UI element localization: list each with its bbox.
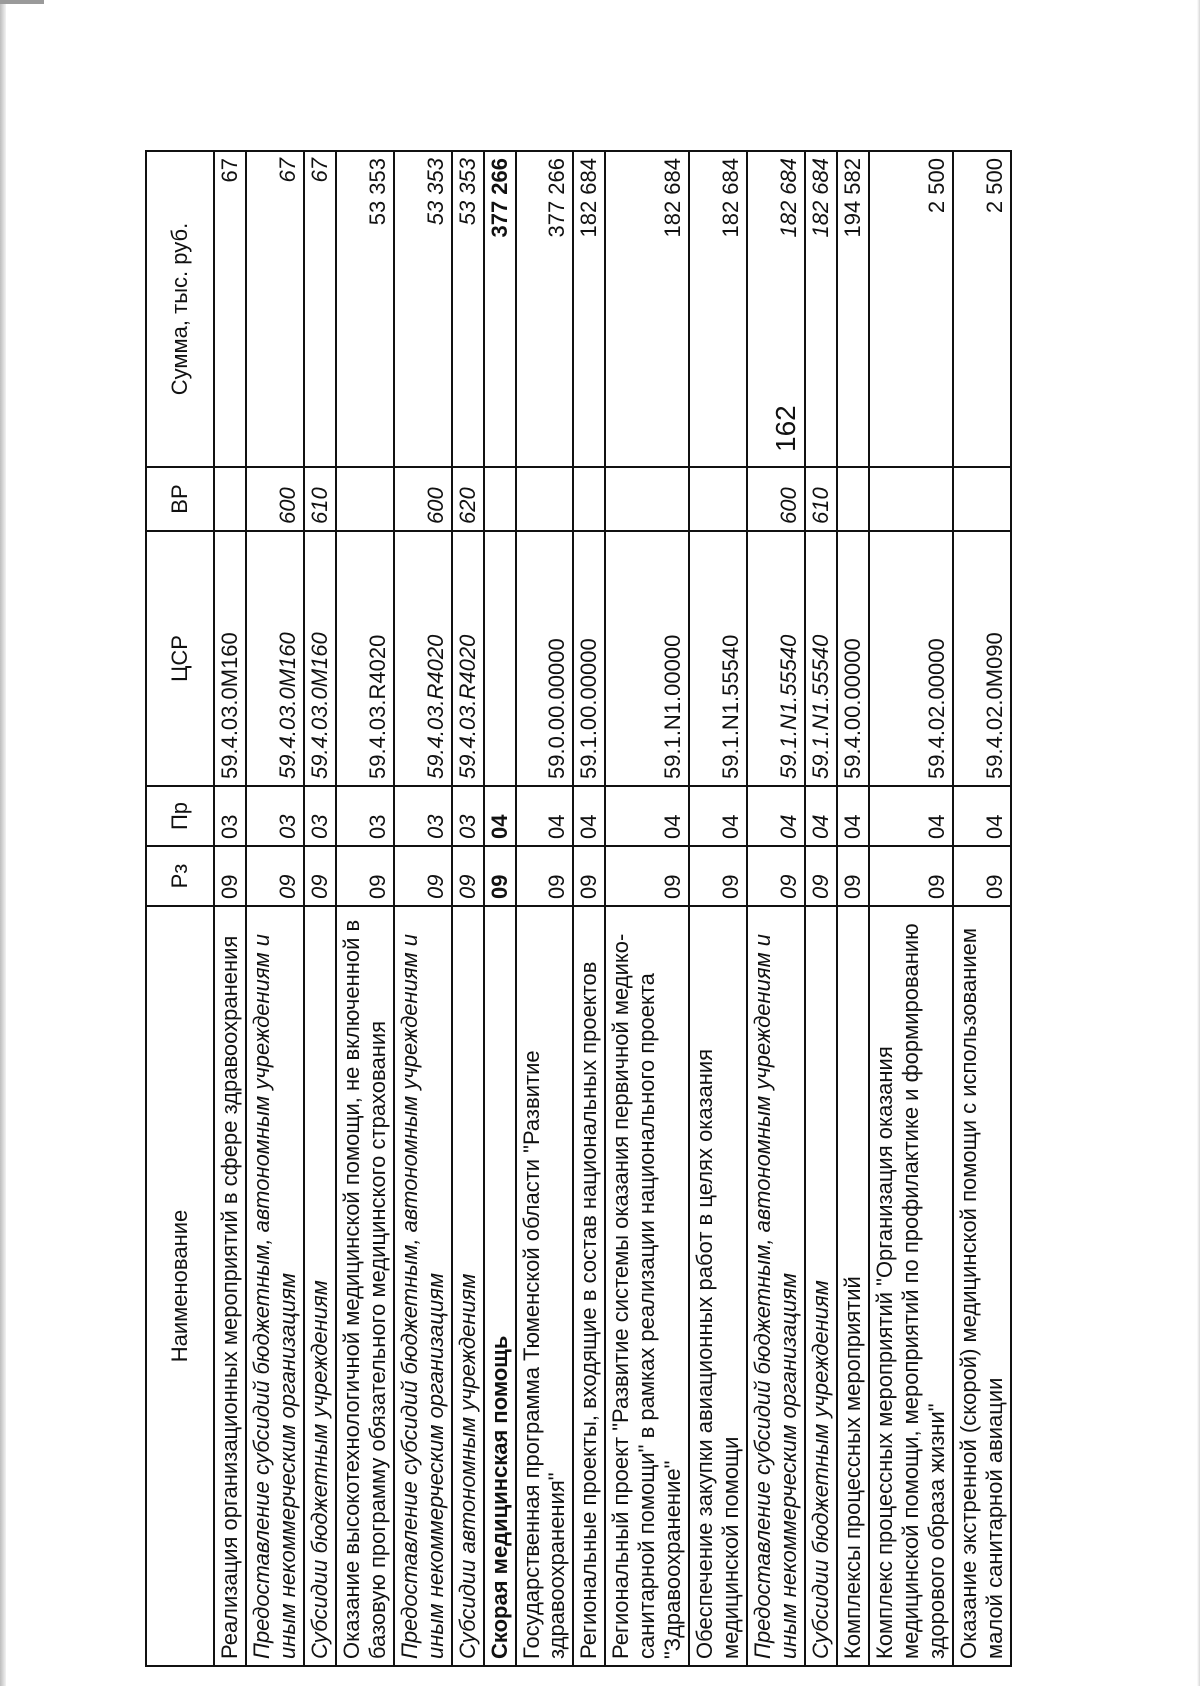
cell-pr: 04	[516, 786, 574, 846]
cell-csr: 59.1.N1.55540	[689, 531, 747, 786]
table-row	[336, 151, 394, 1666]
cell-name: Предоставление субсидий бюджетным, автономным учреждениям и иным некоммерческим организациям	[246, 906, 304, 1666]
cell-name: Скорая медицинская помощь	[484, 906, 516, 1666]
cell-rz: 09	[605, 846, 689, 906]
cell-vr: 600	[246, 467, 304, 531]
cell-name: Реализация организационных мероприятий в сфере здравоохранения	[214, 906, 246, 1666]
cell-vr	[837, 467, 869, 531]
cell-name: Оказание высокотехнологичной медицинской помощи, не включенной в базовую программу обязательного медицинского страхования	[336, 906, 394, 1666]
header-pr: Пр	[146, 786, 214, 846]
cell-sum: 194 582	[837, 151, 869, 467]
cell-rz: 09	[805, 846, 837, 906]
table-row	[246, 151, 304, 1666]
cell-rz: 09	[869, 846, 953, 906]
cell-sum: 182 684	[605, 151, 689, 467]
cell-rz: 09	[452, 846, 484, 906]
cell-csr: 59.0.00.00000	[516, 531, 574, 786]
cell-name: Региональный проект "Развитие системы оказания первичной медико-санитарной помощи" в рамках реализации национального проекта "Здравоохранение"	[605, 906, 689, 1666]
cell-csr: 59.1.N1.55540	[747, 531, 805, 786]
cell-pr: 03	[246, 786, 304, 846]
cell-vr	[869, 467, 953, 531]
cell-sum: 53 353	[394, 151, 452, 467]
cell-sum: 67	[246, 151, 304, 467]
cell-pr: 03	[304, 786, 336, 846]
table-row	[452, 151, 484, 1666]
cell-csr: 59.4.03.R4020	[394, 531, 452, 786]
cell-name: Государственная программа Тюменской области "Развитие здравоохранения"	[516, 906, 574, 1666]
cell-csr	[484, 531, 516, 786]
cell-name: Предоставление субсидий бюджетным, автономным учреждениям и иным некоммерческим организациям	[394, 906, 452, 1666]
cell-csr: 59.4.02.0М090	[953, 531, 1011, 786]
table-row	[394, 151, 452, 1666]
page-number: 162	[770, 405, 801, 452]
cell-vr	[689, 467, 747, 531]
cell-name: Субсидии автономным учреждениям	[452, 906, 484, 1666]
cell-csr: 59.4.03.0М160	[246, 531, 304, 786]
cell-pr: 04	[689, 786, 747, 846]
cell-vr	[336, 467, 394, 531]
cell-pr: 03	[214, 786, 246, 846]
cell-sum: 182 684	[573, 151, 605, 467]
header-name: Наименование	[146, 906, 214, 1666]
cell-pr: 03	[394, 786, 452, 846]
cell-pr: 03	[452, 786, 484, 846]
cell-rz: 09	[246, 846, 304, 906]
cell-pr: 04	[747, 786, 805, 846]
table-row	[484, 151, 516, 1666]
cell-vr: 620	[452, 467, 484, 531]
cell-csr: 59.4.03.R4020	[452, 531, 484, 786]
header-sum: Сумма, тыс. руб.	[146, 151, 214, 467]
cell-rz: 09	[837, 846, 869, 906]
budget-table-container	[145, 152, 1007, 1667]
cell-sum: 67	[214, 151, 246, 467]
cell-rz: 09	[394, 846, 452, 906]
cell-pr: 03	[336, 786, 394, 846]
table-row	[516, 151, 574, 1666]
cell-csr: 59.4.03.R4020	[336, 531, 394, 786]
cell-csr: 59.4.02.00000	[869, 531, 953, 786]
cell-vr	[516, 467, 574, 531]
cell-vr: 610	[304, 467, 336, 531]
cell-pr: 04	[837, 786, 869, 846]
cell-rz: 09	[573, 846, 605, 906]
cell-rz: 09	[953, 846, 1011, 906]
cell-sum: 2 500	[869, 151, 953, 467]
header-vr: ВР	[146, 467, 214, 531]
table-row	[953, 151, 1011, 1666]
cell-vr	[573, 467, 605, 531]
cell-vr	[953, 467, 1011, 531]
cell-vr: 600	[747, 467, 805, 531]
cell-name: Обеспечение закупки авиационных работ в целях оказания медицинской помощи	[689, 906, 747, 1666]
cell-csr: 59.4.00.00000	[837, 531, 869, 786]
cell-name: Комплексы процессных мероприятий	[837, 906, 869, 1666]
cell-csr: 59.1.N1.00000	[605, 531, 689, 786]
table-row	[573, 151, 605, 1666]
table-header-row	[146, 151, 214, 1666]
cell-rz: 09	[516, 846, 574, 906]
cell-name: Субсидии бюджетным учреждениям	[805, 906, 837, 1666]
table-row	[605, 151, 689, 1666]
table-row	[214, 151, 246, 1666]
cell-rz: 09	[214, 846, 246, 906]
cell-vr	[484, 467, 516, 531]
cell-csr: 59.4.03.0М160	[304, 531, 336, 786]
cell-vr	[605, 467, 689, 531]
table-body	[214, 151, 1011, 1666]
cell-name: Субсидии бюджетным учреждениям	[304, 906, 336, 1666]
scan-edge-left	[0, 0, 6, 1686]
cell-pr: 04	[953, 786, 1011, 846]
table-row	[304, 151, 336, 1666]
cell-pr: 04	[573, 786, 605, 846]
cell-pr: 04	[605, 786, 689, 846]
cell-sum: 67	[304, 151, 336, 467]
cell-rz: 09	[689, 846, 747, 906]
cell-rz: 09	[336, 846, 394, 906]
cell-pr: 04	[869, 786, 953, 846]
header-rz: Рз	[146, 846, 214, 906]
header-csr: ЦСР	[146, 531, 214, 786]
table-row	[837, 151, 869, 1666]
cell-name: Комплекс процессных мероприятий "Организация оказания медицинской помощи, мероприятий по профилактике и формированию здорового образа жизни"	[869, 906, 953, 1666]
cell-vr: 600	[394, 467, 452, 531]
cell-sum: 182 684	[689, 151, 747, 467]
scan-edge-top	[0, 0, 44, 4]
cell-name: Предоставление субсидий бюджетным, автономным учреждениям и иным некоммерческим организациям	[747, 906, 805, 1666]
cell-pr: 04	[805, 786, 837, 846]
cell-sum: 377 266	[484, 151, 516, 467]
cell-csr: 59.4.03.0М160	[214, 531, 246, 786]
cell-sum: 182 684	[747, 151, 805, 467]
cell-sum: 377 266	[516, 151, 574, 467]
table-row	[869, 151, 953, 1666]
cell-rz: 09	[747, 846, 805, 906]
cell-sum: 2 500	[953, 151, 1011, 467]
cell-pr: 04	[484, 786, 516, 846]
cell-name: Оказание экстренной (скорой) медицинской помощи с использованием малой санитарной авиации	[953, 906, 1011, 1666]
cell-vr	[214, 467, 246, 531]
budget-table	[145, 150, 1012, 1667]
cell-name: Региональные проекты, входящие в состав национальных проектов	[573, 906, 605, 1666]
cell-sum: 182 684	[805, 151, 837, 467]
cell-csr: 59.1.00.00000	[573, 531, 605, 786]
cell-sum: 53 353	[452, 151, 484, 467]
cell-vr: 610	[805, 467, 837, 531]
cell-rz: 09	[484, 846, 516, 906]
table-row	[689, 151, 747, 1666]
cell-csr: 59.1.N1.55540	[805, 531, 837, 786]
cell-rz: 09	[304, 846, 336, 906]
table-row	[747, 151, 805, 1666]
cell-sum: 53 353	[336, 151, 394, 467]
table-row	[805, 151, 837, 1666]
